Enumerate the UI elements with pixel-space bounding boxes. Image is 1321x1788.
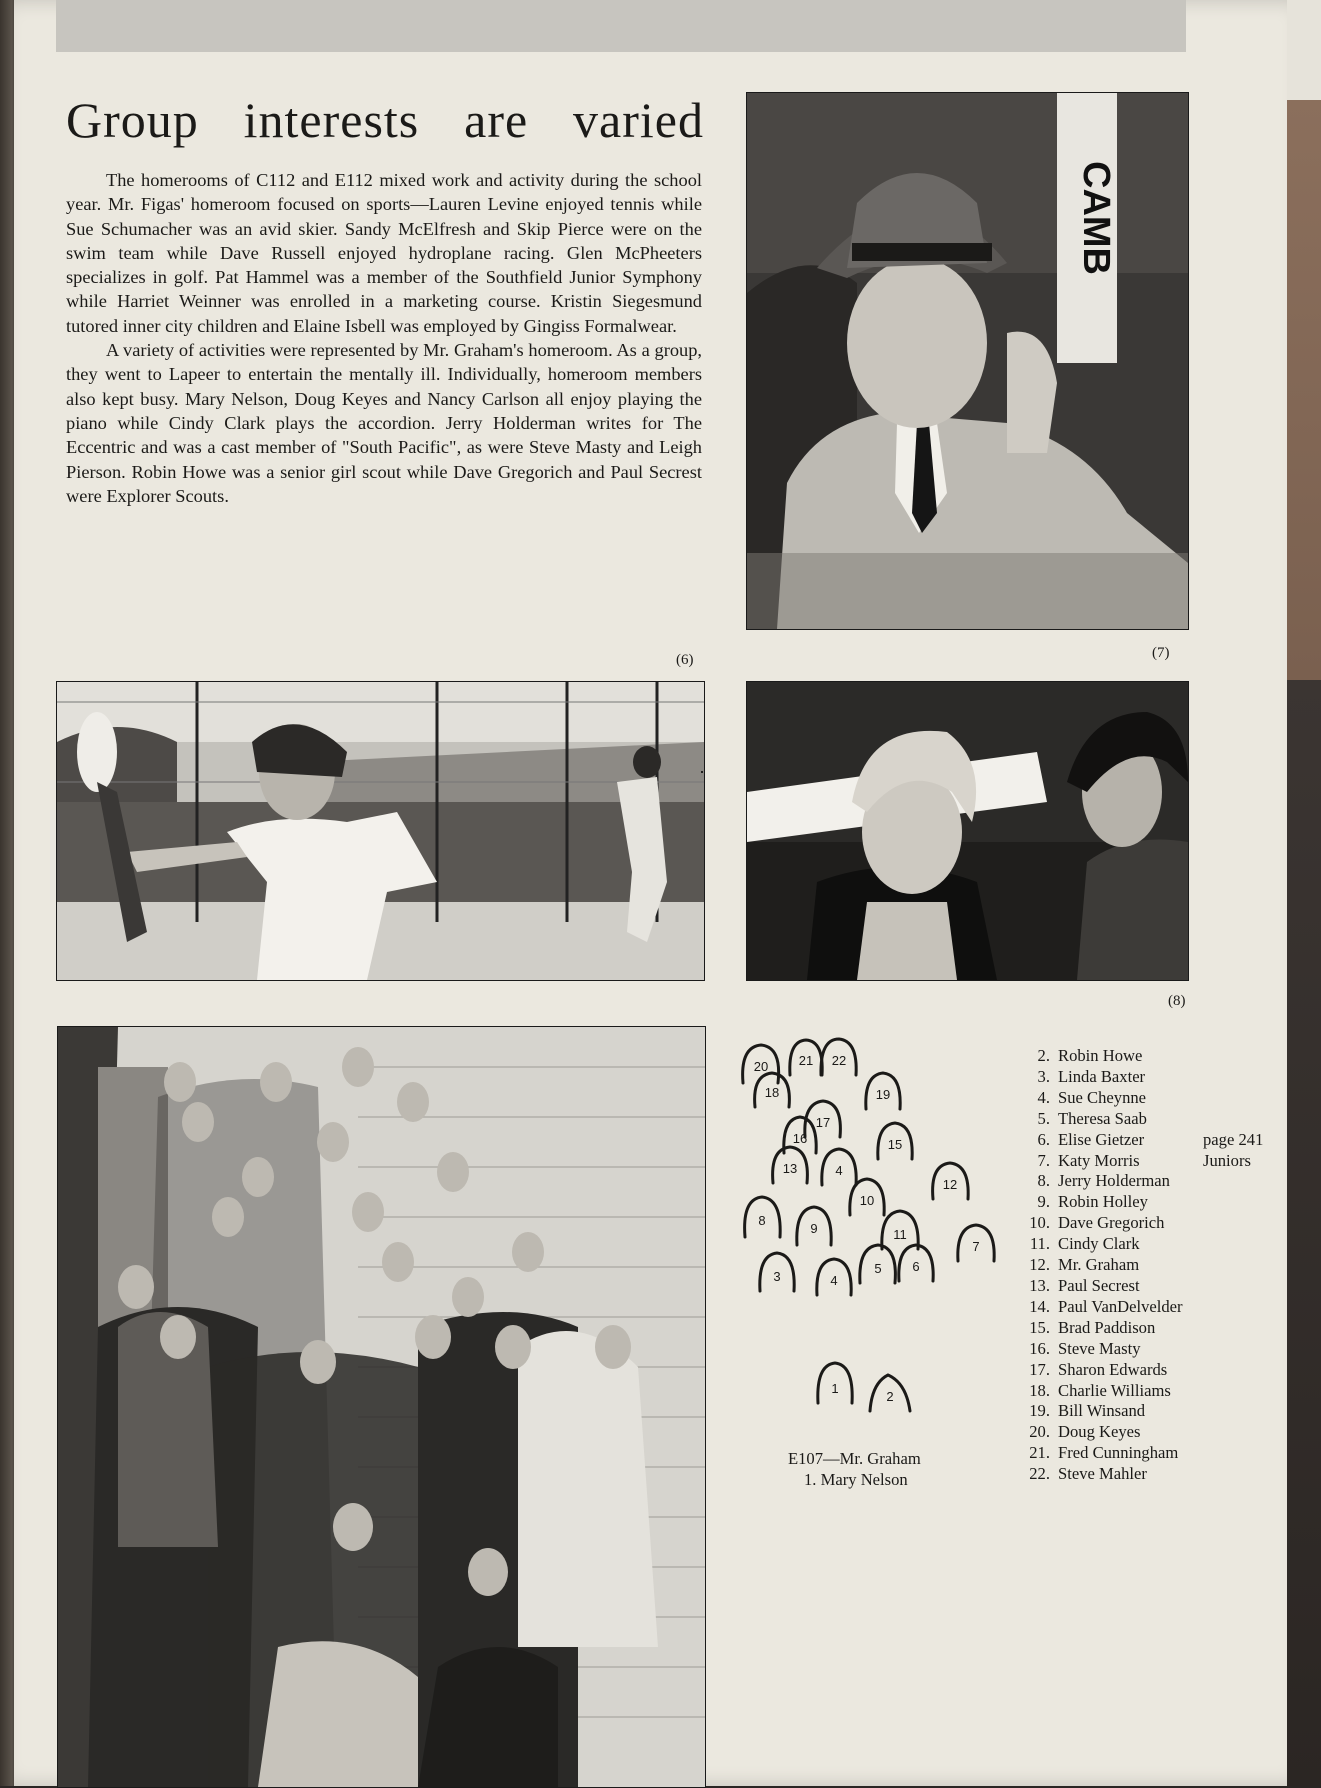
roster-name: Dave Gregorich	[1058, 1213, 1165, 1233]
roster-name: Cindy Clark	[1058, 1234, 1140, 1254]
roster-item	[1012, 1297, 1232, 1318]
roster-item	[1012, 1464, 1232, 1485]
diagram-number: 18	[764, 1085, 780, 1100]
title-word: varied	[573, 92, 704, 148]
diagram-number: 7	[972, 1239, 980, 1254]
roster-number: 17.	[1029, 1359, 1050, 1379]
roster-name: Elise Gietzer	[1058, 1129, 1145, 1149]
photo-number-7: (7)	[1152, 645, 1170, 661]
name-key-diagram	[738, 1035, 1000, 1465]
paragraph: A variety of activities were represented by Mr. Graham's homeroom. As a group, they went to Lapeer to entertain the mentally ill. Individually, homeroom members also kept busy. Mary Nelson, Doug Keyes and Nancy Carlson all enjoy playing the piano while Cindy Clark plays the accordion. Jerry Holderman writes for The Eccentric and was a cast member of "South Pacific", as were Steve Masty and Leigh Pierson. Robin Howe was a senior girl scout while Dave Gregorich and Paul Secrest were Explorer Scouts.	[66, 340, 702, 506]
roster-number: 14.	[1029, 1296, 1050, 1316]
roster-name: Steve Masty	[1058, 1338, 1141, 1358]
roster-number: 20.	[1029, 1422, 1050, 1442]
roster-name: Doug Keyes	[1058, 1422, 1141, 1442]
roster-item	[1012, 1171, 1232, 1192]
roster-number: 15.	[1029, 1317, 1050, 1337]
diagram-number: 4	[830, 1273, 838, 1288]
roster-item	[1012, 1088, 1232, 1109]
roster-name: Steve Mahler	[1058, 1464, 1147, 1484]
diagram-number: 11	[893, 1227, 907, 1242]
roster-name: Sue Cheynne	[1058, 1087, 1147, 1107]
title-word: interests	[243, 92, 420, 148]
diagram-number: 15	[887, 1137, 903, 1152]
diagram-number: 16	[792, 1131, 808, 1146]
roster-name: Robin Howe	[1058, 1046, 1143, 1065]
roster-number: 22.	[1029, 1464, 1050, 1484]
diagram-number: 12	[942, 1177, 958, 1192]
roster-number: 12.	[1029, 1255, 1050, 1275]
roster-name: Theresa Saab	[1058, 1108, 1147, 1128]
diagram-number: 8	[758, 1213, 766, 1228]
roster-number: 6.	[1037, 1129, 1050, 1149]
title-word: Group	[66, 92, 199, 148]
roster-item	[1012, 1360, 1232, 1381]
roster-name: Paul Secrest	[1058, 1275, 1140, 1295]
diagram-number: 17	[815, 1115, 831, 1130]
diagram-number: 5	[874, 1261, 882, 1276]
roster-number: 10.	[1029, 1213, 1050, 1233]
diagram-number: 3	[773, 1269, 781, 1284]
diagram-number: 19	[875, 1087, 891, 1102]
roster-number: 11.	[1029, 1234, 1050, 1254]
group-photo-caption	[740, 1448, 990, 1490]
page-title	[66, 90, 704, 150]
roster-name: Bill Winsand	[1058, 1401, 1146, 1421]
roster-number: 7.	[1037, 1150, 1050, 1170]
diagram-number: 21	[798, 1053, 814, 1068]
roster-number: 9.	[1037, 1192, 1050, 1212]
roster-name: Jerry Holderman	[1058, 1171, 1170, 1191]
roster-number: 19.	[1029, 1401, 1050, 1421]
roster-number: 8.	[1037, 1171, 1050, 1191]
roster-number: 5.	[1037, 1108, 1050, 1128]
roster-item	[1012, 1046, 1232, 1067]
sign-text: CAMB	[1075, 161, 1117, 275]
roster-item	[1012, 1151, 1232, 1172]
roster-number: 1.	[804, 1470, 817, 1489]
name-roster	[1012, 1046, 1232, 1485]
roster-name: Charlie Williams	[1058, 1380, 1171, 1400]
roster-item	[1012, 1339, 1232, 1360]
page-number: page 241	[1203, 1130, 1264, 1149]
roster-item	[1012, 1422, 1232, 1443]
roster-item	[1012, 1130, 1232, 1151]
article-body	[66, 168, 702, 508]
paragraph: The homerooms of C112 and E112 mixed work and activity during the school year. Mr. Figas' homeroom focused on sports—Lauren Levine enjoyed tennis while Sue Schumacher was an avid skier. Sandy McElfresh and Skip Pierce were on the swim team while Dave Russell enjoyed hydroplane racing. Glen McPheeters specializes in golf. Pat Hammel was a member of the Southfield Junior Symphony while Harriet Weinner was enrolled in a marketing course. Kristin Siegesmund tutored inner city children and Elaine Isbell was employed by Gingiss Formalwear.	[66, 170, 702, 336]
header-bar	[56, 0, 1186, 52]
photo-number-6: (6)	[676, 652, 694, 668]
roster-item	[1012, 1213, 1232, 1234]
diagram-number: 13	[782, 1161, 798, 1176]
photo-tennis-player	[56, 681, 705, 981]
roster-item	[1012, 1109, 1232, 1130]
roster-name: Robin Holley	[1058, 1192, 1148, 1212]
roster-name: Mary Nelson	[820, 1470, 908, 1489]
roster-item	[1012, 1255, 1232, 1276]
roster-item	[1012, 1234, 1232, 1255]
title-word: are	[464, 92, 529, 148]
caption-first-name	[740, 1469, 990, 1490]
roster-number: 3.	[1037, 1066, 1050, 1086]
roster-number: 18.	[1029, 1380, 1050, 1400]
roster-item	[1012, 1318, 1232, 1339]
roster-name: Linda Baxter	[1058, 1066, 1146, 1086]
adjacent-page-edge	[1287, 0, 1321, 1786]
roster-number: 13.	[1029, 1275, 1050, 1295]
roster-name: Mr. Graham	[1058, 1255, 1140, 1275]
diagram-number: 2	[886, 1389, 894, 1404]
diagram-number: 9	[810, 1221, 818, 1236]
photo-boy-in-hat	[746, 92, 1189, 630]
roster-number: 2.	[1037, 1046, 1050, 1065]
photo-number-8: (8)	[1168, 993, 1186, 1009]
diagram-number: 1	[831, 1381, 839, 1396]
diagram-number: 22	[831, 1053, 847, 1068]
roster-item	[1012, 1381, 1232, 1402]
roster-name: Fred Cunningham	[1058, 1443, 1179, 1463]
homeroom-label: E107—Mr. Graham	[788, 1449, 921, 1468]
roster-item	[1012, 1443, 1232, 1464]
roster-name: Katy Morris	[1058, 1150, 1140, 1170]
roster-item	[1012, 1067, 1232, 1088]
diagram-number: 4	[835, 1163, 843, 1178]
roster-number: 4.	[1037, 1087, 1050, 1107]
photo-homeroom-group	[57, 1026, 706, 1788]
roster-number: 16.	[1029, 1338, 1050, 1358]
photo-girl-and-boy	[746, 681, 1189, 981]
diagram-number: 6	[912, 1259, 920, 1274]
page-reference	[1203, 1130, 1263, 1172]
name-key-outlines	[738, 1035, 1000, 1465]
roster-item	[1012, 1401, 1232, 1422]
diagram-number: 20	[753, 1059, 769, 1074]
roster-item	[1012, 1192, 1232, 1213]
roster-name: Paul VanDelvelder	[1058, 1296, 1183, 1316]
roster-item	[1012, 1276, 1232, 1297]
roster-name: Brad Paddison	[1058, 1317, 1156, 1337]
roster-number: 21.	[1029, 1443, 1050, 1463]
diagram-number: 10	[859, 1193, 875, 1208]
section-name: Juniors	[1203, 1150, 1251, 1170]
roster-name: Sharon Edwards	[1058, 1359, 1168, 1379]
